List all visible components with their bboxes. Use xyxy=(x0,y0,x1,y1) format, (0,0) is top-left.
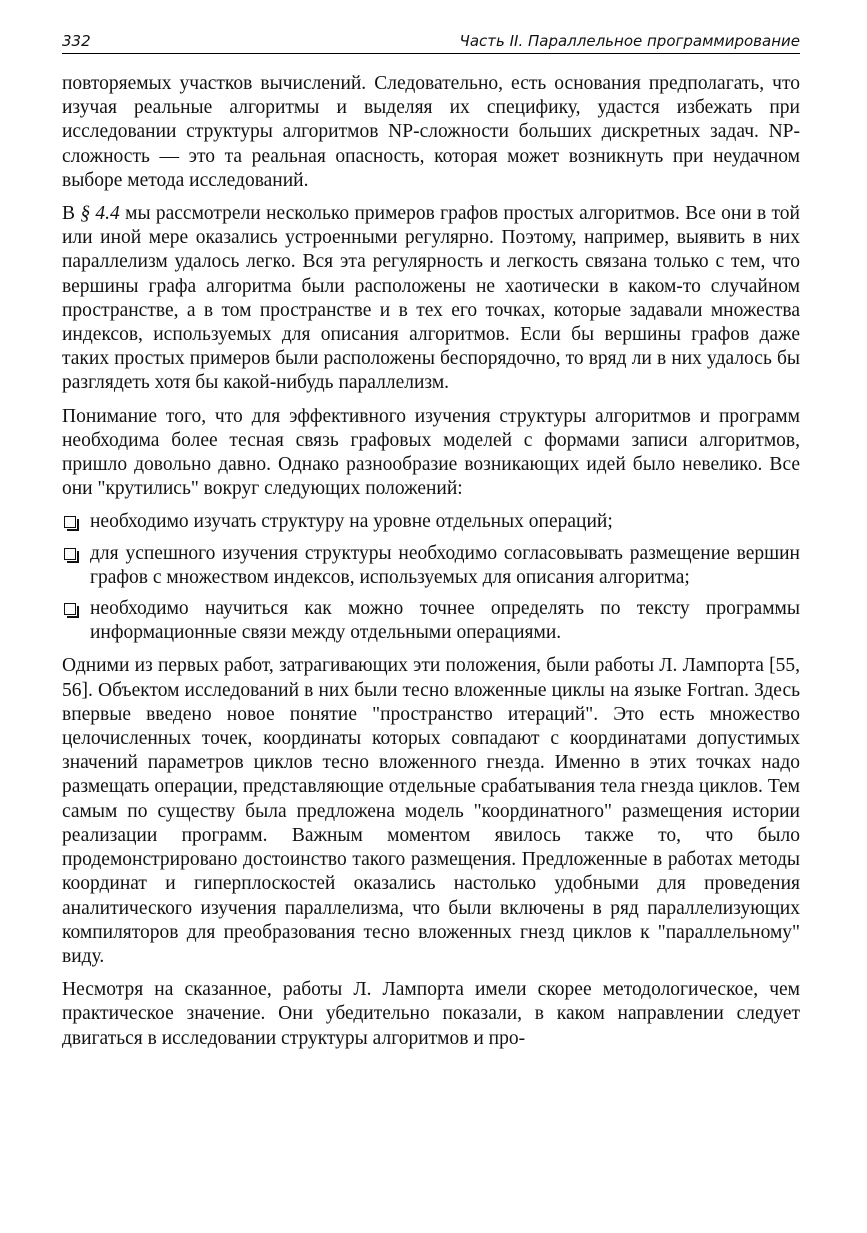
checkbox-bullet-icon xyxy=(64,603,76,615)
checkbox-bullet-icon xyxy=(64,548,76,560)
paragraph-2-lead: В xyxy=(62,203,81,225)
running-title: Часть II. Параллельное программирование xyxy=(459,32,800,50)
checkbox-bullet-icon xyxy=(64,516,76,528)
page-body xyxy=(62,72,800,1060)
section-reference: § 4.4 xyxy=(80,203,120,225)
page-number: 332 xyxy=(62,32,91,50)
list-item-text: необходимо изучать структуру на уровне отдельных операций; xyxy=(90,511,613,533)
list-item xyxy=(62,597,800,645)
bullet-list xyxy=(62,510,800,645)
paragraph-5: Несмотря на сказанное, работы Л. Лампорта имели скорее методологическое, чем практическое значение. Они убедительно показали, в каком направлении следует двигаться в исследовании структуры алгоритмов и про- xyxy=(62,979,800,1049)
paragraph-1: повторяемых участков вычислений. Следовательно, есть основания предполагать, что изучая реальные алгоритмы и выделяя их специфику, удастся избежать при исследовании структуры алгоритмов NP-сложности больших дискретных задач. NP-сложность — это та реальная опасность, которая может возникнуть при неудачном выборе метода исследований. xyxy=(62,73,800,191)
paragraph-4: Одними из первых работ, затрагивающих эти положения, были работы Л. Лампорта [55, 56]. Объектом исследований в них были тесно вложенные циклы на языке Fortran. Здесь впервые введено новое понятие "пространство итераций". Это есть множество целочисленных точек, координаты которых совпадают с координатами допустимых значений параметров циклов тесно вложенного гнезда. Именно в этих точках надо размещать операции, представляющие отдельные срабатывания тела гнезда циклов. Тем самым по существу была предложена модель "координатного" размещения истории реализации программ. Важным моментом явилось также то, что было продемонстрировано достоинство такого размещения. Предложенные в работах методы координат и гиперплоскостей оказались настолько удобными для проведения аналитического изучения параллелизма, что были включены в ряд параллелизующих компиляторов для преобразования тесно вложенных гнезд циклов к "параллельному" виду. xyxy=(62,655,800,967)
running-header xyxy=(62,31,800,54)
paragraph-3: Понимание того, что для эффективного изучения структуры алгоритмов и программ необходима более тесная связь графовых моделей с формами записи алгоритмов, пришло довольно давно. Однако разнообразие возникающих идей было невелико. Все они "крутились" вокруг следующих положений: xyxy=(62,405,800,500)
paragraph-2 xyxy=(62,202,800,396)
list-item-text: для успешного изучения структуры необходимо согласовывать размещение вершин графов с множеством индексов, используемых для описания алгоритма; xyxy=(90,542,800,588)
list-item xyxy=(62,542,800,590)
list-item-text: необходимо научиться как можно точнее определять по тексту программы информационные связи между отдельными операциями. xyxy=(90,598,800,644)
list-item xyxy=(62,510,800,534)
paragraph-2-text: мы рассмотрели несколько примеров графов простых алгоритмов. Все они в той или иной мере оказались устроенными регулярно. Поэтому, например, выявить в них параллелизм удалось легко. Вся эта регулярность и легкость связана только с тем, что вершины графа алгоритма были расположены не хаотически в каком-то случайном пространстве, а в том пространстве и в тех его точках, которые задавали множества индексов, используемых для описания алгоритмов. Если бы вершины графов даже таких простых примеров были расположены беспорядочно, то вряд ли в них удалось бы разглядеть хотя бы какой-нибудь параллелизм. xyxy=(62,203,800,394)
